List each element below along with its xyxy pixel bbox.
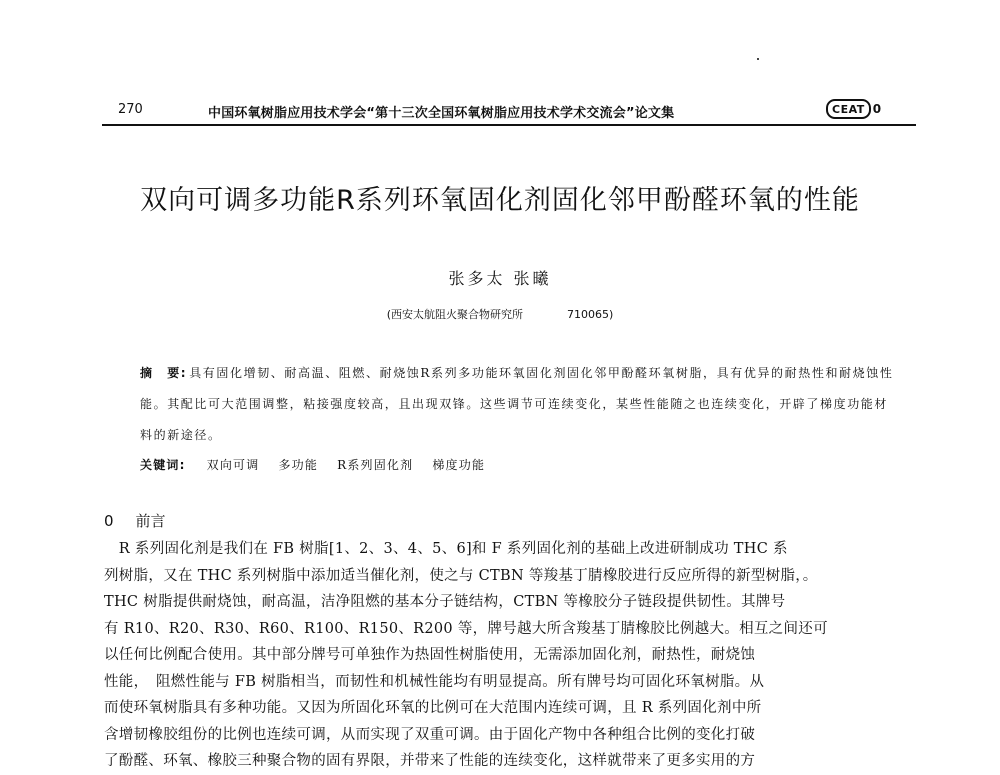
keywords — [140, 456, 900, 473]
keywords-label: 关键词: — [140, 458, 186, 472]
body-line: 而使环氧树脂具有多种功能。又因为所固化环氧的比例可在大范围内连续可调，且 R 系列固化剂中所 — [104, 700, 762, 716]
paper-authors: 张多太 张曦 — [448, 269, 552, 288]
abstract-label: 摘 要: — [140, 366, 188, 380]
section-number: 0 — [104, 512, 114, 530]
body-line: R 系列固化剂是我们在 FB 树脂[1、2、3、4、5、6]和 F 系列固化剂的基础上改进研制成功 THC 系 — [104, 541, 788, 557]
keyword-item: 梯度功能 — [432, 458, 486, 472]
affiliation-name: (西安太航阻火聚合物研究所 — [386, 308, 523, 321]
running-header-title: 中国环氧树脂应用技术学会“第十三次全国环氧树脂应用技术学术交流会”论文集 — [208, 106, 675, 121]
paper-title: 双向可调多功能R系列环氧固化剂固化邻甲酚醛环氧的性能 — [140, 185, 860, 216]
author-affiliation — [0, 306, 1000, 322]
body-line: 有 R10、R20、R30、R60、R100、R150、R200 等，牌号越大所含羧基丁腈橡胶比例越大。相互之间还可 — [104, 620, 828, 637]
abstract — [140, 358, 900, 451]
body-line: THC 树脂提供耐烧蚀，耐高温，洁净阻燃的基本分子链结构，CTBN 等橡胶分子链段提供韧性。其牌号 — [104, 594, 786, 610]
scan-speck — [757, 58, 759, 60]
body-line: 了酚醛、环氧、橡胶三种聚合物的固有界限，并带来了性能的连续变化，这样就带来了更多实用的方 — [104, 753, 756, 769]
header-rule — [102, 124, 916, 126]
section-title: 前言 — [135, 512, 166, 530]
section-heading — [104, 510, 166, 531]
page-number: 270 — [118, 102, 143, 117]
affiliation-postcode: 710065) — [567, 308, 614, 321]
conference-logo — [826, 99, 881, 119]
body-line: 列树脂，又在 THC 系列树脂中添加适当催化剂，使之与 CTBN 等羧基丁腈橡胶进行反应所得的新型树脂，。 — [104, 567, 818, 584]
body-line: 性能， 阻燃性能与 FB 树脂相当，而韧性和机械性能均有明显提高。所有牌号均可固化环氧树脂。从 — [104, 673, 765, 690]
logo-suffix: 0 — [872, 102, 882, 116]
ceat-logo-icon: CEAT — [826, 99, 871, 119]
body-paragraph — [104, 536, 910, 775]
keyword-item: 双向可调 — [206, 458, 260, 472]
body-line: 以任何比例配合使用。其中部分牌号可单独作为热固性树脂使用，无需添加固化剂，耐热性，耐烧蚀 — [104, 647, 756, 663]
keyword-item: 多功能 — [278, 458, 319, 472]
abstract-text: 具有固化增韧、耐高温、阻燃、耐烧蚀R系列多功能环氧固化剂固化邻甲酚醛环氧树脂，具有优异的耐热性和耐烧蚀性能。其配比可大范围调整，粘接强度较高，且出现双锋。这些调节可连续变化，某些性能随之也连续变化，开辟了梯度功能材料的新途径。 — [140, 366, 894, 442]
keyword-item: R系列固化剂 — [337, 458, 414, 472]
body-line: 含增韧橡胶组份的比例也连续可调，从而实现了双重可调。由于固化产物中各种组合比例的变化打破 — [104, 726, 756, 743]
